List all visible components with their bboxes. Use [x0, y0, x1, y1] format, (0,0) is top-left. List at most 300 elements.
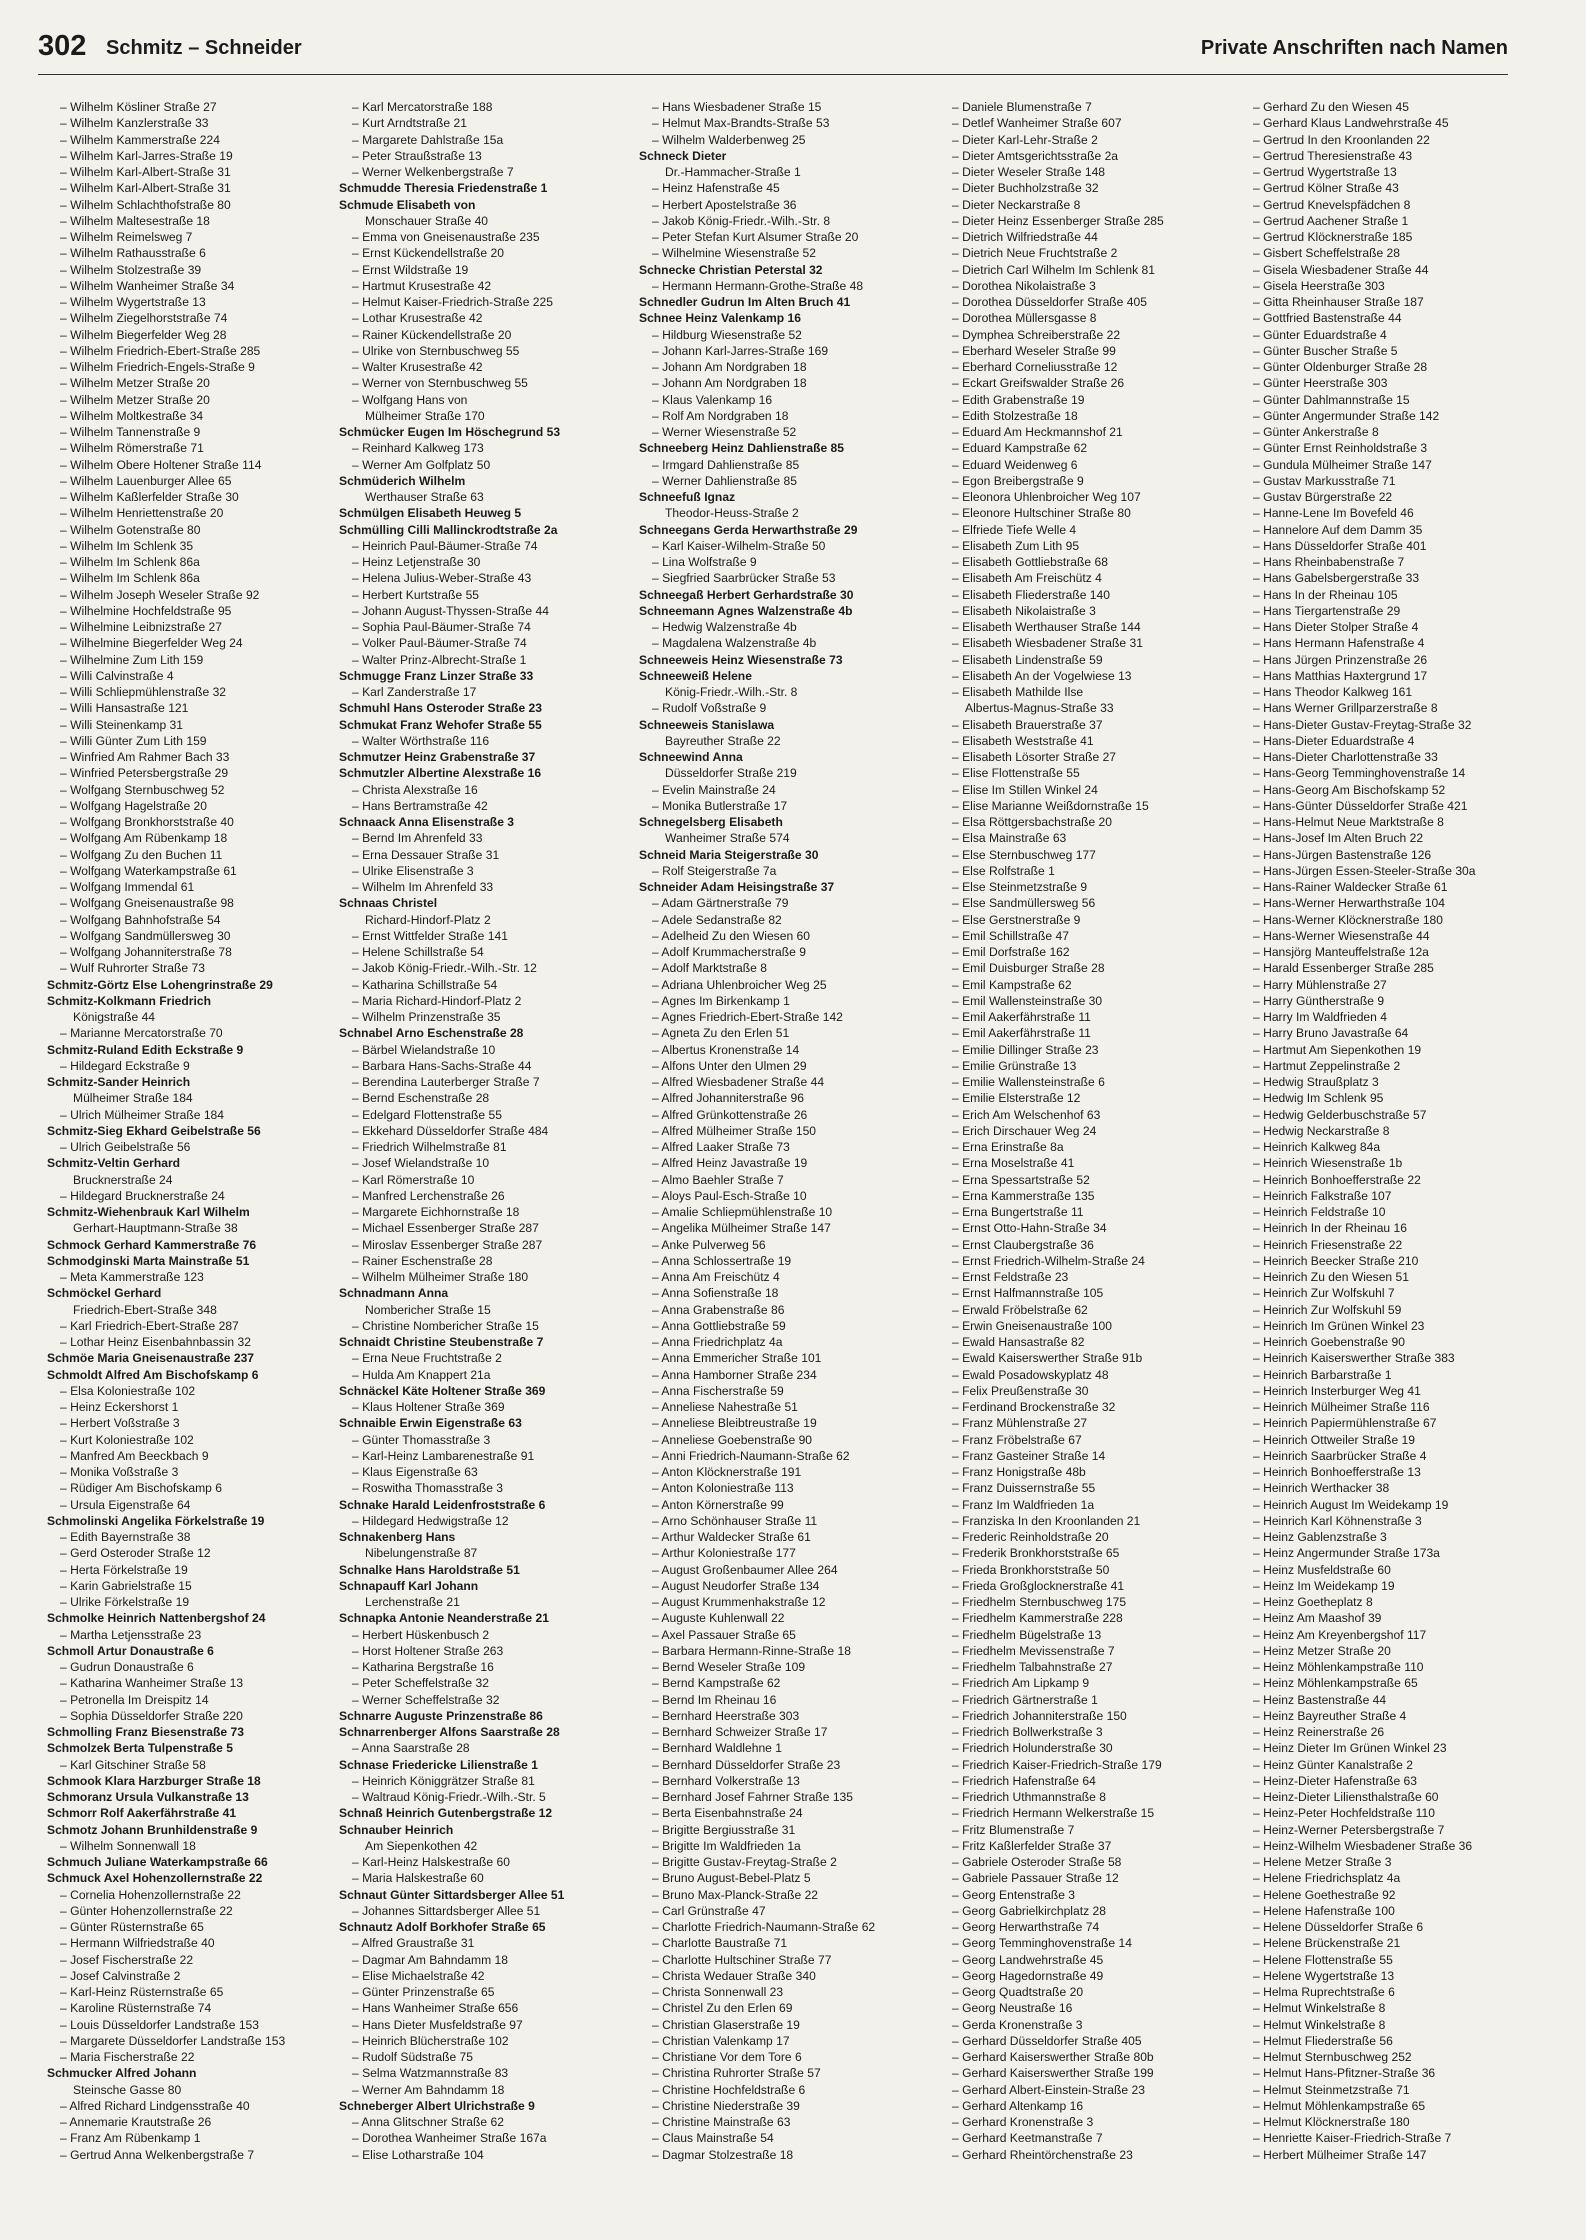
entry-text: – Heinz Im Weidekamp 19: [1253, 1578, 1395, 1593]
directory-entry: [47, 1497, 342, 1513]
entry-text: – Wilhelm Biegerfelder Weg 28: [60, 327, 227, 342]
directory-entry: [47, 115, 342, 131]
entry-text: – Helena Julius-Weber-Straße 43: [352, 571, 532, 586]
entry-text: – Erwin Gneisenaustraße 100: [952, 1318, 1112, 1333]
entry-text: – Helene Hafenstraße 100: [1253, 1903, 1395, 1918]
entry-text: – Heinrich Zur Wolfskuhl 7: [1253, 1286, 1395, 1301]
directory-entry: [939, 570, 1234, 586]
directory-entry: [339, 2049, 634, 2065]
directory-entry: [639, 587, 934, 603]
directory-entry: [1240, 1480, 1535, 1496]
directory-entry: [939, 944, 1234, 960]
entry-text: – Emil Aakerfährstraße 11: [952, 1026, 1091, 1041]
directory-entry: [939, 1025, 1234, 1041]
directory-entry: [47, 1107, 342, 1123]
directory-entry: [339, 928, 634, 944]
directory-entry: [47, 928, 342, 944]
directory-entry: [939, 1805, 1234, 1821]
entry-text: – Alfred Richard Lindgensstraße 40: [60, 2098, 250, 2113]
entry-text: – Harry Im Waldfrieden 4: [1253, 1010, 1387, 1024]
entry-text: – Anna Emmericher Straße 101: [652, 1351, 822, 1366]
directory-entry: [639, 782, 934, 798]
entry-text: – Gerhard Keetmanstraße 7: [952, 2131, 1103, 2146]
directory-entry: [639, 1870, 934, 1886]
directory-entry: [47, 1318, 342, 1334]
entry-text: Artur Donaustraße 6: [94, 1643, 214, 1658]
directory-entry: [339, 1643, 634, 1659]
directory-entry: [939, 749, 1234, 765]
entry-text: – Anna Am Freischütz 4: [652, 1270, 780, 1284]
directory-entry: [1240, 814, 1535, 830]
directory-entry: [339, 1139, 634, 1155]
directory-entry: [1240, 1350, 1535, 1366]
directory-entry: [339, 505, 634, 521]
entry-text: – Herbert Kurtstraße 55: [352, 587, 480, 602]
directory-entry: [1240, 684, 1535, 700]
entry-text: – Frederik Bronkhorststraße 65: [952, 1546, 1120, 1561]
section-title: Private Anschriften nach Namen: [1200, 37, 1508, 59]
directory-entry: [1240, 733, 1535, 749]
directory-entry: [1240, 1708, 1535, 1724]
directory-entry: [639, 1058, 934, 1074]
entry-text: – Erich Dirschauer Weg 24: [952, 1123, 1097, 1138]
surname: Schnarrenberger: [339, 1725, 437, 1739]
entry-text: – Heinz Möhlenkampstraße 65: [1253, 1676, 1418, 1691]
entry-text: – Hedwig Walzenstraße 4b: [652, 620, 797, 634]
entry-text: – Franz Duissernstraße 55: [952, 1481, 1096, 1496]
entry-text: – Christel Zu den Erlen 69: [652, 2001, 793, 2016]
entry-text: – Edelgard Flottenstraße 55: [352, 1107, 502, 1122]
entry-text: König-Friedr.-Wilh.-Str. 8: [665, 685, 798, 699]
directory-entry: [1240, 2000, 1535, 2016]
entry-text: – August Krummenhakstraße 12: [652, 1595, 826, 1609]
directory-entry: [639, 977, 934, 993]
directory-entry: [939, 1562, 1234, 1578]
directory-entry: [939, 1399, 1234, 1415]
entry-text: – Wolfgang Bronkhorststraße 40: [60, 815, 234, 829]
directory-entry: [339, 132, 634, 148]
entry-text: – Gottfried Bastenstraße 44: [1253, 311, 1402, 326]
directory-entry: [47, 1480, 342, 1496]
entry-text: Angelika Förkelstraße 19: [118, 1513, 265, 1528]
directory-entry: [1240, 327, 1535, 343]
entry-text: – Gerhard Albert-Einstein-Straße 23: [952, 2082, 1145, 2097]
entry-text: – Arthur Waldecker Straße 61: [652, 1530, 811, 1544]
surname: Schmülling: [339, 522, 405, 537]
directory-entry: [339, 262, 634, 278]
directory-entry: [639, 1952, 934, 1968]
entry-text: – Barbara Hermann-Rinne-Straße 18: [652, 1643, 851, 1658]
directory-entry: [939, 928, 1234, 944]
directory-entry: [639, 489, 934, 505]
entry-text: – Heinrich Wiesenstraße 1b: [1253, 1156, 1403, 1171]
directory-entry: [47, 603, 342, 619]
entry-text: – Wilhelm Karl-Albert-Straße 31: [60, 181, 231, 196]
entry-text: – Erna Neue Fruchtstraße 2: [352, 1351, 502, 1366]
entry-text: – Maria Halskestraße 60: [352, 1871, 484, 1886]
directory-entry: [1240, 1025, 1535, 1041]
entry-text: – Martha Letjensstraße 23: [60, 1627, 202, 1642]
directory-entry: [1240, 1627, 1535, 1643]
entry-text: – Elisabeth Weststraße 41: [952, 733, 1094, 748]
directory-entry: [339, 115, 634, 131]
directory-entry: [1240, 879, 1535, 895]
directory-entry: [939, 1903, 1234, 1919]
directory-entry: [639, 2082, 934, 2098]
surname: Schmöckel: [47, 1286, 111, 1301]
directory-entry: [339, 570, 634, 586]
entry-text: – Bernhard Heerstraße 303: [652, 1708, 800, 1723]
entry-text: – Katharina Wanheimer Straße 13: [60, 1676, 244, 1691]
directory-entry: [339, 1822, 634, 1838]
entry-text: – Manfred Lerchenstraße 26: [352, 1188, 505, 1203]
entry-text: – Else Rolfstraße 1: [952, 863, 1055, 878]
directory-entry: [47, 1854, 342, 1870]
entry-text: – Heinz Reinerstraße 26: [1253, 1725, 1385, 1739]
directory-entry: [339, 1497, 634, 1513]
entry-text: – Hans Bertramstraße 42: [352, 798, 488, 813]
entry-text: – Wilhelm Karl-Albert-Straße 31: [60, 165, 231, 179]
entry-text: Elisabeth: [725, 815, 783, 829]
entry-text: – Wilhelm Römerstraße 71: [60, 441, 204, 456]
entry-text: – Aloys Paul-Esch-Straße 10: [652, 1188, 807, 1203]
entry-text: – Dieter Amtsgerichtsstraße 2a: [952, 148, 1119, 163]
entry-text: – Katharina Bergstraße 16: [352, 1660, 494, 1674]
directory-entry: [339, 765, 634, 781]
directory-entry: [47, 587, 342, 603]
directory-entry: [339, 912, 634, 928]
entry-text: – Elsa Koloniestraße 102: [60, 1383, 196, 1398]
directory-entry: [639, 1968, 934, 1984]
entry-text: Alfred Johann: [112, 2066, 197, 2081]
entry-text: Am Siepenkothen 42: [365, 1838, 478, 1853]
entry-text: – Anna Sofienstraße 18: [652, 1286, 779, 1301]
directory-entry: [639, 749, 934, 765]
entry-text: – Wilhelm Kanzlerstraße 33: [60, 116, 209, 131]
directory-entry: [47, 944, 342, 960]
entry-text: – Wilhelm Friedrich-Ebert-Straße 285: [60, 343, 261, 358]
entry-text: – Heinrich Feldstraße 10: [1253, 1205, 1386, 1219]
entry-text: – Dieter Buchholzstraße 32: [952, 181, 1099, 196]
directory-entry: [1240, 635, 1535, 651]
directory-entry: [339, 1594, 634, 1610]
directory-entry: [47, 1594, 342, 1610]
directory-entry: [939, 1594, 1234, 1610]
directory-entry: [47, 1448, 342, 1464]
entry-text: – Gerda Kronenstraße 3: [952, 2017, 1083, 2032]
directory-entry: [47, 164, 342, 180]
directory-entry: [939, 2049, 1234, 2065]
directory-entry: [639, 733, 934, 749]
entry-text: – Bernd Kampstraße 62: [652, 1676, 781, 1691]
entry-text: – Cornelia Hohenzollernstraße 22: [60, 1887, 241, 1902]
entry-text: – Dymphea Schreiberstraße 22: [952, 327, 1121, 342]
directory-entry: [1240, 895, 1535, 911]
directory-entry: [639, 1708, 934, 1724]
entry-text: Düsseldorfer Straße 219: [665, 766, 797, 781]
entry-text: – Werner Welkenbergstraße 7: [352, 165, 514, 179]
directory-entry: [1240, 1415, 1535, 1431]
surname: Schmoll: [47, 1643, 95, 1658]
directory-entry: [939, 863, 1234, 879]
directory-entry: [339, 1107, 634, 1123]
entry-text: – Helene Schillstraße 54: [352, 945, 484, 959]
entry-text: – Wilhelmine Leibnizstraße 27: [60, 620, 222, 634]
directory-entry: [639, 1740, 934, 1756]
directory-entry: [1240, 1675, 1535, 1691]
directory-entry: [339, 1919, 634, 1935]
directory-entry: [639, 1334, 934, 1350]
entry-text: – Elsa Mainstraße 63: [952, 831, 1067, 846]
directory-entry: [1240, 554, 1535, 570]
entry-text: – Wolfgang Sandmüllersweg 30: [60, 928, 231, 943]
entry-text: – Elisabeth Gottliebstraße 68: [952, 555, 1108, 569]
entry-text: – Elisabeth An der Vogelwiese 13: [952, 668, 1132, 683]
directory-entry: [1240, 717, 1535, 733]
entry-text: – Emil Duisburger Straße 28: [952, 961, 1105, 976]
surname: Schmitz-Ruland: [47, 1042, 139, 1057]
entry-text: – Günter Buscher Straße 5: [1253, 343, 1398, 358]
entry-text: Anna Elisenstraße 3: [395, 815, 515, 829]
directory-entry: [639, 1724, 934, 1740]
directory-entry: [1240, 359, 1535, 375]
entry-text: – Heinz Bastenstraße 44: [1253, 1692, 1387, 1707]
directory-entry: [339, 2033, 634, 2049]
directory-entry: [639, 505, 934, 521]
entry-text: Alfons Saarstraße 28: [436, 1725, 560, 1739]
directory-entry: [339, 392, 634, 408]
entry-text: – Adelheid Zu den Wiesen 60: [652, 928, 810, 943]
entry-text: – Kurt Arndtstraße 21: [352, 116, 467, 131]
directory-entry: [1240, 1935, 1535, 1951]
directory-entry: [939, 1887, 1234, 1903]
surname: Schnegelsberg: [639, 815, 726, 829]
directory-entry: [339, 1237, 634, 1253]
entry-text: – Heinrich Mülheimer Straße 116: [1253, 1400, 1430, 1414]
directory-entry: [339, 1740, 634, 1756]
entry-text: – Emilie Dillinger Straße 23: [952, 1042, 1099, 1057]
directory-entry: [939, 1188, 1234, 1204]
directory-entry: [339, 1367, 634, 1383]
entry-text: – Hartmut Zeppelinstraße 2: [1253, 1058, 1401, 1073]
entry-text: – Winfried Petersbergstraße 29: [60, 766, 229, 781]
entry-text: – Magdalena Walzenstraße 4b: [652, 636, 817, 651]
directory-entry: [47, 1188, 342, 1204]
entry-text: Berta Tulpenstraße 5: [110, 1741, 233, 1756]
entry-text: – Heinrich Barbarstraße 1: [1253, 1367, 1392, 1382]
directory-column-3: [639, 99, 934, 2163]
entry-text: – Wilhelm Ziegelhorststraße 74: [60, 311, 228, 326]
directory-entry: [47, 1529, 342, 1545]
surname: Schneeweis: [639, 717, 709, 732]
directory-entry: [1240, 1432, 1535, 1448]
directory-entry: [339, 2147, 634, 2163]
entry-text: Else Lohengrinstraße 29: [128, 977, 273, 992]
directory-entry: [1240, 392, 1535, 408]
entry-text: Heinrich: [401, 1822, 454, 1837]
directory-entry: [47, 473, 342, 489]
directory-entry: [339, 408, 634, 424]
entry-text: Theresia Friedenstraße 1: [400, 181, 548, 196]
directory-entry: [47, 2017, 342, 2033]
entry-text: – Hans Theodor Kalkweg 161: [1253, 685, 1413, 699]
directory-entry: [639, 1139, 934, 1155]
directory-entry: [339, 359, 634, 375]
directory-entry: [939, 1285, 1234, 1301]
entry-text: – Herbert Hüskenbusch 2: [352, 1627, 490, 1642]
entry-text: – Friedrich Johanniterstraße 150: [952, 1708, 1127, 1723]
entry-text: – Wilhelm Karl-Jarres-Straße 19: [60, 148, 233, 163]
entry-text: – Anneliese Bleibtreustraße 19: [652, 1416, 817, 1431]
surname: Schmoldt: [47, 1367, 103, 1382]
directory-entry: [939, 619, 1234, 635]
directory-entry: [339, 197, 634, 213]
directory-entry: [47, 1253, 342, 1269]
directory-entry: [639, 132, 934, 148]
directory-entry: [639, 1285, 934, 1301]
directory-entry: [339, 733, 634, 749]
directory-entry: [639, 408, 934, 424]
directory-entry: [1240, 1529, 1535, 1545]
entry-text: – Friedrich Holunderstraße 30: [952, 1741, 1113, 1756]
page-title: Schmitz – Schneider: [106, 37, 302, 59]
entry-text: – Gerhard Zu den Wiesen 45: [1253, 100, 1409, 114]
entry-text: – Dieter Neckarstraße 8: [952, 197, 1081, 212]
directory-entry: [339, 684, 634, 700]
entry-text: – Werner Scheffelstraße 32: [352, 1692, 500, 1707]
directory-entry: [339, 1529, 634, 1545]
entry-text: – Berta Eisenbahnstraße 24: [652, 1806, 803, 1821]
header-rule: [38, 74, 1508, 75]
entry-text: – Ewald Kaiserswerther Straße 91b: [952, 1351, 1143, 1366]
directory-entry: [1240, 1058, 1535, 1074]
entry-text: – Rudolf Voßstraße 9: [652, 701, 767, 716]
entry-text: Johann Brunhildenstraße 9: [97, 1822, 258, 1837]
directory-entry: [639, 1627, 934, 1643]
directory-entry: [639, 278, 934, 294]
surname: Schmucker: [47, 2066, 113, 2081]
directory-entry: [339, 1935, 634, 1951]
entry-text: Franz Biesenstraße 73: [112, 1725, 244, 1739]
directory-entry: [1240, 1042, 1535, 1058]
directory-entry: [339, 213, 634, 229]
directory-entry: [47, 2049, 342, 2065]
entry-text: – Dietrich Neue Fruchtstraße 2: [952, 246, 1118, 261]
entry-text: – Wilhelmine Zum Lith 159: [60, 652, 204, 667]
entry-text: – Ulrich Geibelstraße 56: [60, 1140, 191, 1154]
entry-text: Heinrich Gutenbergstraße 12: [382, 1806, 553, 1821]
entry-text: – Hedwig Im Schlenk 95: [1253, 1091, 1384, 1106]
directory-entry: [339, 1627, 634, 1643]
directory-entry: [1240, 1074, 1535, 1090]
entry-text: – Wilhelmine Biegerfelder Weg 24: [60, 636, 243, 651]
entry-text: – Eduard Weidenweg 6: [952, 457, 1078, 472]
entry-text: Heinz Grabenstraße 37: [400, 750, 536, 764]
surname: Schmoranz: [47, 1790, 113, 1804]
directory-entry: [47, 1009, 342, 1025]
directory-entry: [1240, 1984, 1535, 2000]
directory-entry: [47, 1302, 342, 1318]
entry-text: – Henriette Kaiser-Friedrich-Straße 7: [1253, 2131, 1452, 2146]
directory-entry: [1240, 1968, 1535, 1984]
directory-entry: [339, 879, 634, 895]
directory-entry: [939, 895, 1234, 911]
directory-entry: [939, 993, 1234, 1009]
entry-text: – Hans-Werner Herwarthstraße 104: [1253, 896, 1446, 911]
directory-entry: [939, 1172, 1234, 1188]
directory-entry: [939, 327, 1234, 343]
directory-entry: [639, 1578, 934, 1594]
entry-text: – Bruno Max-Planck-Straße 22: [652, 1887, 819, 1902]
entry-text: Nombericher Straße 15: [365, 1302, 491, 1317]
entry-text: – Erna Spessartstraße 52: [952, 1172, 1090, 1187]
directory-entry: [339, 1058, 634, 1074]
directory-entry: [1240, 1220, 1535, 1236]
entry-text: – Heinz-Werner Petersbergstraße 7: [1253, 1822, 1445, 1837]
entry-text: – Reinhard Kalkweg 173: [352, 441, 484, 456]
entry-text: – Horst Holtener Straße 263: [352, 1643, 504, 1658]
entry-text: – Karl Zanderstraße 17: [352, 685, 477, 699]
entry-text: – Wilhelm Rathausstraße 6: [60, 246, 206, 261]
directory-entry: [339, 229, 634, 245]
entry-text: – Hedwig Straußplatz 3: [1253, 1075, 1379, 1089]
entry-text: – Else Sandmüllersweg 56: [952, 896, 1096, 911]
directory-entry: [1240, 1513, 1535, 1529]
entry-text: – Agnes Im Birkenkamp 1: [652, 993, 790, 1008]
directory-entry: [639, 424, 934, 440]
entry-text: – Emil Wallensteinstraße 30: [952, 993, 1103, 1008]
entry-text: – Emma von Gneisenaustraße 235: [352, 230, 540, 244]
entry-text: – Heinrich Papiermühlenstraße 67: [1253, 1416, 1437, 1431]
entry-text: – Wilhelm Tannenstraße 9: [60, 425, 201, 439]
directory-entry: [47, 1237, 342, 1253]
entry-text: – Hans Dieter Stolper Straße 4: [1253, 620, 1419, 634]
entry-text: – Hildburg Wiesenstraße 52: [652, 327, 802, 342]
entry-text: – Wolfgang Hans von: [352, 392, 468, 407]
directory-entry: [639, 2114, 934, 2130]
directory-entry: [47, 960, 342, 976]
entry-text: – Annemarie Krautstraße 26: [60, 2115, 212, 2129]
entry-text: – Wilhelm Friedrich-Engels-Straße 9: [60, 360, 255, 374]
entry-text: – Maria Fischerstraße 22: [60, 2050, 195, 2064]
directory-entry: [639, 554, 934, 570]
entry-text: – Gerhard Rheintörchenstraße 23: [952, 2147, 1133, 2162]
directory-entry: [47, 2098, 342, 2114]
entry-text: – Charlotte Hultschiner Straße 77: [652, 1952, 832, 1967]
directory-entry: [47, 310, 342, 326]
entry-text: – Gustav Bürgerstraße 22: [1253, 490, 1393, 504]
entry-text: – Gertrud Anna Welkenbergstraße 7: [60, 2147, 255, 2162]
entry-text: Albertus-Magnus-Straße 33: [965, 701, 1114, 716]
entry-text: – Amalie Schliepmühlenstraße 10: [652, 1205, 833, 1219]
directory-entry: [1240, 1822, 1535, 1838]
entry-text: – Karl-Heinz Lambarenestraße 91: [352, 1448, 535, 1463]
entry-text: – Edith Bayernstraße 38: [60, 1530, 191, 1544]
directory-entry: [939, 1757, 1234, 1773]
entry-text: – Hermann Hermann-Grothe-Straße 48: [652, 278, 864, 293]
directory-entry: [639, 1757, 934, 1773]
entry-text: – Wilhelm Im Schlenk 86a: [60, 571, 200, 586]
entry-text: – Anni Friedrich-Naumann-Straße 62: [652, 1448, 850, 1463]
entry-text: – Gertrud Klöcknerstraße 185: [1253, 230, 1413, 244]
directory-entry: [339, 2130, 634, 2146]
directory-entry: [639, 294, 934, 310]
directory-entry: [939, 1383, 1234, 1399]
entry-text: – Erna Moselstraße 41: [952, 1156, 1075, 1171]
entry-text: – Emil Kampstraße 62: [952, 977, 1072, 992]
directory-entry: [639, 960, 934, 976]
directory-entry: [47, 1123, 342, 1139]
